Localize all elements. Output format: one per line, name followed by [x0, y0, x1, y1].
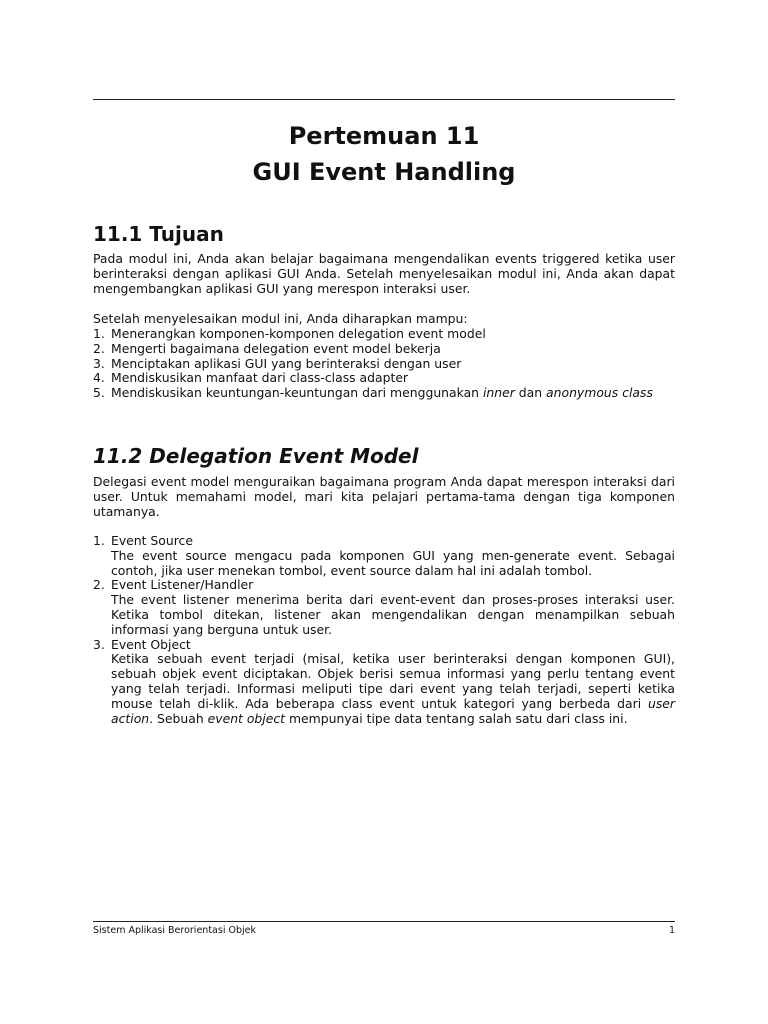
list-item	[93, 357, 675, 372]
components-list	[93, 534, 675, 726]
list-item-text: Menerangkan komponen-komponen delegation event model	[111, 326, 486, 341]
title-block	[93, 118, 675, 190]
objectives-lead: Setelah menyelesaikan modul ini, Anda diharapkan mampu:	[93, 311, 468, 326]
section2-intro: Delegasi event model menguraikan bagaimana program Anda dapat merespon interaksi dari user. Untuk memahami model, mari kita pelajari pertama-tama dengan tiga komponen utamanya.	[93, 474, 675, 519]
list-item-number: 1.	[93, 326, 105, 341]
list-item-number: 2.	[93, 577, 105, 593]
section-heading-tujuan: 11.1 Tujuan	[93, 222, 224, 246]
section1-intro: Pada modul ini, Anda akan belajar bagaimana mengendalikan events triggered ketika user berinteraksi dengan aplikasi GUI Anda. Setelah menyelesaikan modul ini, Anda akan dapat mengembangkan aplikasi GUI yang merespon interaksi user.	[93, 251, 675, 296]
list-item-text: Mengerti bagaimana delegation event model bekerja	[111, 340, 441, 356]
section-heading-delegation: 11.2 Delegation Event Model	[93, 444, 419, 468]
list-item-number: 5.	[93, 385, 105, 401]
component-description	[111, 652, 675, 726]
component-name: Event Object	[111, 636, 191, 652]
component-name: Event Listener/Handler	[111, 577, 254, 593]
list-item-text: Mendiskusikan manfaat dari class-class adapter	[111, 370, 409, 386]
list-item	[93, 638, 675, 727]
chapter-title: Pertemuan 11	[288, 122, 480, 150]
list-item-number: 3.	[93, 636, 105, 652]
footer-title: Sistem Aplikasi Berorientasi Objek	[93, 925, 256, 936]
chapter-subtitle: GUI Event Handling	[252, 158, 516, 186]
emphasis-event-object: event object	[207, 710, 286, 726]
component-description: The event source mengacu pada komponen GUI yang men-generate event. Sebagai contoh, jika user menekan tombol, event source dalam hal ini adalah tombol.	[111, 547, 675, 578]
list-item	[93, 342, 675, 357]
list-item	[93, 327, 675, 342]
emphasis-inner: inner	[482, 385, 515, 401]
footer-rule	[93, 921, 675, 922]
document-page	[93, 0, 675, 1024]
list-item-text-mid: dan	[514, 385, 547, 401]
emphasis-anonymous-class: anonymous class	[546, 385, 653, 401]
list-item	[93, 371, 675, 386]
page-number: 1	[668, 925, 675, 936]
component-description: The event listener menerima berita dari event-event dan proses-proses interaksi user. Ketika tombol ditekan, listener akan mengendalikan dengan menampilkan sebuah informasi yang berguna untuk user.	[111, 592, 675, 637]
list-item	[93, 534, 675, 578]
description-text-after: mempunyai tipe data tentang salah satu dari class ini.	[285, 710, 628, 726]
list-item-text: Menciptakan aplikasi GUI yang berinteraksi dengan user	[111, 355, 462, 371]
list-item-number: 4.	[93, 370, 105, 386]
list-item-number: 3.	[93, 355, 105, 371]
component-name: Event Source	[111, 533, 193, 548]
header-rule	[93, 99, 675, 100]
description-text-before: Ketika sebuah event terjadi (misal, ketika user berinteraksi dengan komponen GUI), sebuah objek event diciptakan. Objek berisi semua informasi yang perlu tentang event yang telah terjadi. Informasi meliputi tipe dari event yang telah terjadi, seperti ketika mouse telah di-klik. Ada beberapa class event untuk kategori yang berbeda dari	[111, 651, 675, 711]
list-item-number: 1.	[93, 533, 105, 548]
list-item-number: 2.	[93, 340, 105, 356]
list-item	[93, 578, 675, 637]
description-text-mid: . Sebuah	[149, 710, 208, 726]
list-item-text-before: Mendiskusikan keuntungan-keuntungan dari menggunakan	[111, 385, 483, 401]
objectives-list	[93, 327, 675, 401]
list-item	[93, 386, 675, 401]
emphasis-user-action: user action	[111, 695, 675, 726]
